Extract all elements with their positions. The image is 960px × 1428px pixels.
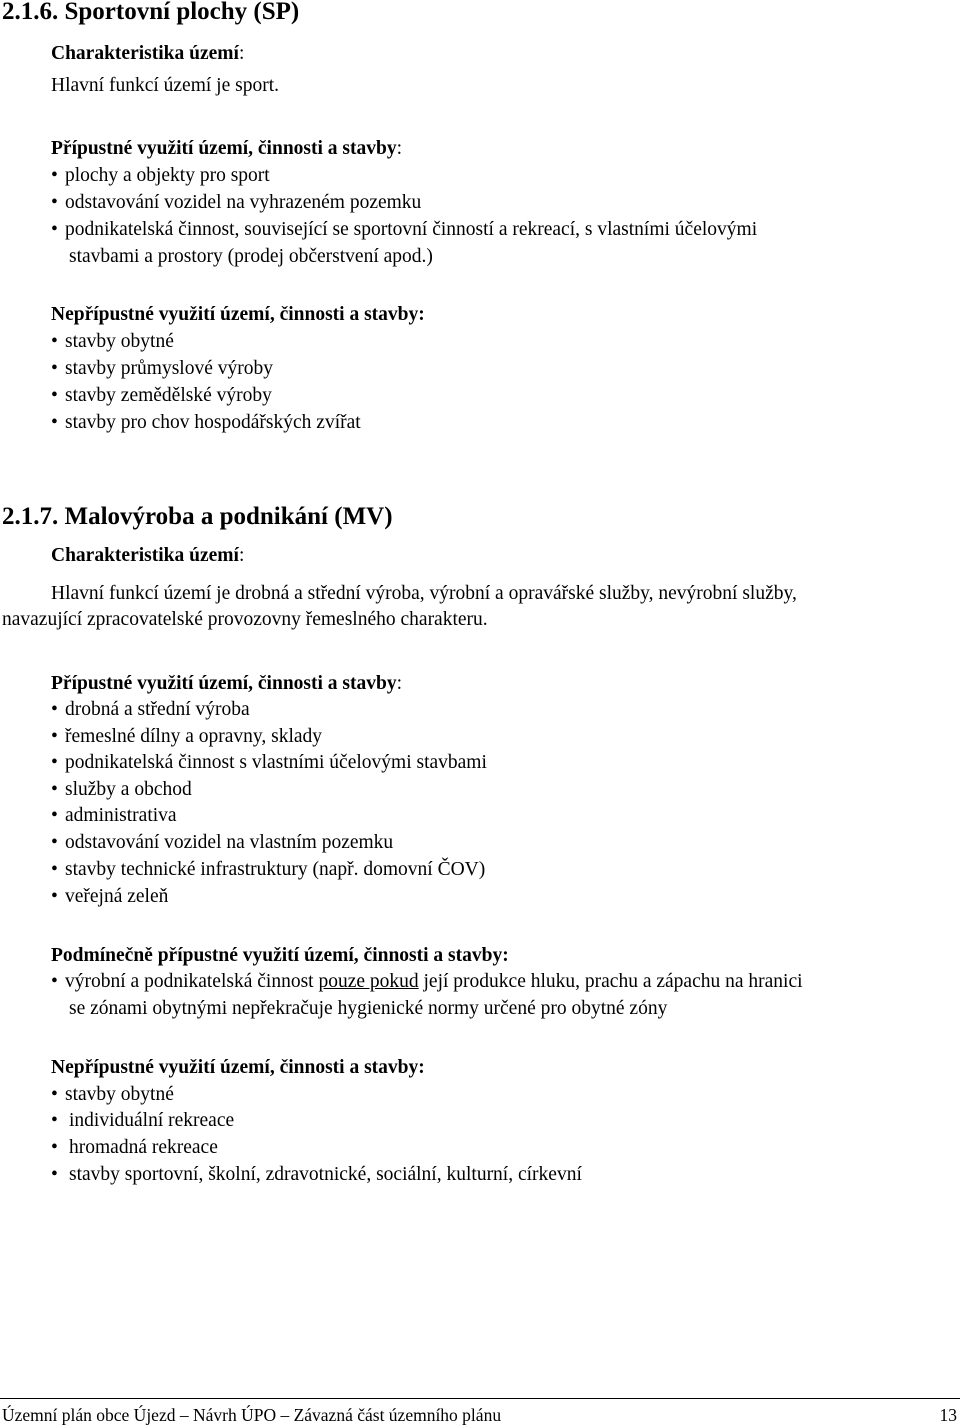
list-item: • stavby pro chov hospodářských zvířat <box>51 412 361 433</box>
list-item-continuation: stavbami a prostory (prodej občerstvení apod.) <box>69 246 433 267</box>
list-item: • stavby průmyslové výroby <box>51 358 273 379</box>
footer-rule <box>0 1398 960 1399</box>
list-item: • řemeslné dílny a opravny, sklady <box>51 726 323 747</box>
characteristics-text-continuation: navazující zpracovatelské provozovny řemeslného charakteru. <box>2 609 488 630</box>
list-item: • výrobní a podnikatelská činnost pouze pokud její produkce hluku, prachu a zápachu na hranici <box>51 971 803 992</box>
characteristics-title: Charakteristika území: <box>51 43 245 64</box>
list-item: • plochy a objekty pro sport <box>51 165 270 186</box>
list-item: • odstavování vozidel na vlastním pozemku <box>51 832 394 853</box>
list-item: • veřejná zeleň <box>51 886 169 907</box>
page-number: 13 <box>939 1405 957 1425</box>
allowed-use-title: Přípustné využití území, činnosti a stavby: <box>51 138 403 159</box>
list-item: • služby a obchod <box>51 779 192 800</box>
characteristics-text: Hlavní funkcí území je drobná a střední výroba, výrobní a opravářské služby, nevýrobní služby, <box>51 583 797 604</box>
underlined-condition: pouze pokud <box>318 971 419 992</box>
list-item: • drobná a střední výroba <box>51 699 250 720</box>
conditional-use-title: Podmínečně přípustné využití území, činnosti a stavby: <box>51 945 509 966</box>
list-item: • stavby obytné <box>51 331 174 352</box>
list-item: • podnikatelská činnost, související se sportovní činností a rekreací, s vlastními účelovými <box>51 219 758 240</box>
characteristics-title: Charakteristika území: <box>51 545 245 566</box>
forbidden-use-title: Nepřípustné využití území, činnosti a stavby: <box>51 304 425 325</box>
list-item: • stavby technické infrastruktury (např. domovní ČOV) <box>51 859 486 880</box>
allowed-use-title: Přípustné využití území, činnosti a stavby: <box>51 673 403 694</box>
list-item: • stavby sportovní, školní, zdravotnické, sociální, kulturní, církevní <box>51 1164 582 1185</box>
forbidden-use-title: Nepřípustné využití území, činnosti a stavby: <box>51 1057 425 1078</box>
list-item: • stavby obytné <box>51 1084 174 1105</box>
list-item: • hromadná rekreace <box>51 1137 218 1158</box>
section-heading-mv: 2.1.7. Malovýroba a podnikání (MV) <box>2 503 393 530</box>
list-item-continuation: se zónami obytnými nepřekračuje hygienické normy určené pro obytné zóny <box>69 998 668 1019</box>
list-item: • stavby zemědělské výroby <box>51 385 272 406</box>
list-item: • odstavování vozidel na vyhrazeném pozemku <box>51 192 422 213</box>
section-heading-sp: 2.1.6. Sportovní plochy (SP) <box>2 0 300 25</box>
list-item: • individuální rekreace <box>51 1110 235 1131</box>
list-item: • podnikatelská činnost s vlastními účelovými stavbami <box>51 752 487 773</box>
footer-text: Územní plán obce Újezd – Návrh ÚPO – Závazná část územního plánu <box>2 1405 502 1425</box>
list-item: • administrativa <box>51 805 177 826</box>
characteristics-text: Hlavní funkcí území je sport. <box>51 75 279 96</box>
